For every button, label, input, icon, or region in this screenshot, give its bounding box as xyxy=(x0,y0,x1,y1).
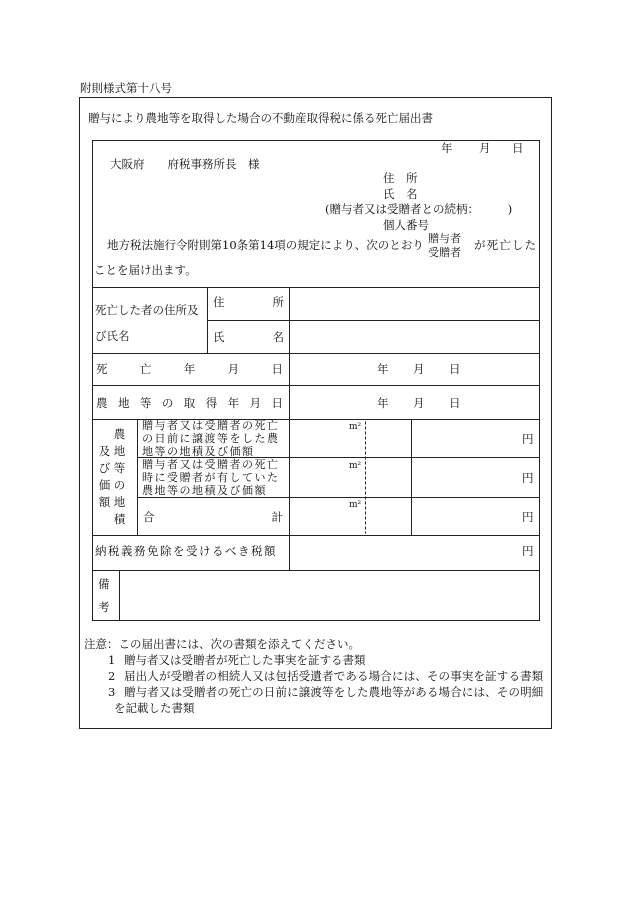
statement-line-2: ことを届け出ます。 xyxy=(94,263,197,277)
land-total-area-unit: m² xyxy=(349,500,362,510)
land-row-2-yen-unit: 円 xyxy=(522,471,534,485)
acquisition-date-year-unit: 年 xyxy=(377,396,389,410)
land-row-1-label-line: 地等の地積及び価額 xyxy=(142,445,255,458)
death-date-label: 死 亡 年 月 日 xyxy=(96,362,283,376)
land-row-1-label xyxy=(142,419,280,458)
land-label-left-column: 及 び 価 額 xyxy=(98,444,111,509)
land-row-1-yen-unit: 円 xyxy=(522,432,534,446)
death-date-month-unit: 月 xyxy=(413,362,425,376)
option-donee: 受贈者 xyxy=(428,246,461,259)
tax-exemption-yen-unit: 円 xyxy=(522,544,534,558)
date-month-label: 月 xyxy=(479,141,491,155)
deceased-address-label: 住 所 xyxy=(213,295,284,309)
land-row-1-label-line: の日前に譲渡等をした農 xyxy=(142,432,280,445)
land-row-2-label-line: 農地等の地積及び価額 xyxy=(142,484,267,497)
land-row-2-label-line: 時に受贈者が有していた xyxy=(142,471,280,484)
date-day-label: 日 xyxy=(512,141,524,155)
notes-heading: 注意：この届出書には、次の書類を添えてください。 xyxy=(84,637,360,651)
form-title: 贈与により農地等を取得した場合の不動産取得税に係る死亡届出書 xyxy=(88,111,433,125)
note-item-3-text: 贈与者又は受贈者の死亡の日前に譲渡等をした農地等がある場合には、その明細 xyxy=(124,685,544,699)
acquisition-date-label: 農 地 等 の 取 得 年 月 日 xyxy=(96,396,283,410)
note-item-2-number: 2 xyxy=(108,669,116,683)
relation-label: (贈与者又は受贈者との続柄： ) xyxy=(325,202,513,216)
land-total-yen-unit: 円 xyxy=(522,510,534,524)
date-year-label: 年 xyxy=(441,141,453,155)
applicant-name-label: 氏 名 xyxy=(383,187,418,201)
applicant-address-label: 住 所 xyxy=(383,171,418,185)
my-number-label: 個人番号 xyxy=(383,218,429,232)
deceased-label-line-1: 死亡した者の住所及 xyxy=(95,303,199,317)
land-label-right-column: 農 地 等 の 地 積 xyxy=(113,427,126,526)
form-number: 附則様式第十八号 xyxy=(80,81,172,95)
land-row-1-area-unit: m² xyxy=(349,422,362,432)
land-row-2-label-line: 贈与者又は受贈者の死亡 xyxy=(142,458,280,471)
land-row-2-label xyxy=(142,458,280,497)
land-row-2-area-unit: m² xyxy=(349,461,362,471)
tax-exemption-label: 納税義務免除を受けるべき税額 xyxy=(95,544,277,558)
note-item-3-continued: を記載した書類 xyxy=(114,701,195,715)
remarks-label-bottom: 考 xyxy=(98,600,110,614)
deceased-name-label: 氏 名 xyxy=(213,330,284,344)
land-row-1-label-line: 贈与者又は受贈者の死亡 xyxy=(142,419,280,432)
addressee: 大阪府 府税事務所長 様 xyxy=(110,157,260,171)
statement-line-1-end: が 死 亡 し た xyxy=(474,238,536,252)
note-item-1-text: 贈与者又は受贈者が死亡した事実を証する書類 xyxy=(124,653,366,667)
acquisition-date-day-unit: 日 xyxy=(449,396,461,410)
note-item-3-number: 3 xyxy=(108,685,116,699)
outer-frame xyxy=(80,98,552,729)
land-total-label: 合 計 xyxy=(143,510,283,524)
note-item-2-text: 届出人が受贈者の相続人又は包括受遺者である場合には、その事実を証する書類 xyxy=(124,669,544,683)
remarks-label-top: 備 xyxy=(98,577,110,591)
option-donor: 贈与者 xyxy=(428,232,461,245)
acquisition-date-month-unit: 月 xyxy=(413,396,425,410)
note-item-1-number: 1 xyxy=(108,653,116,667)
deceased-label-line-2: び氏名 xyxy=(95,329,130,343)
death-date-year-unit: 年 xyxy=(377,362,389,376)
statement-line-1: 地方税法施行令附則第10条第14項の規定により、次のとおり xyxy=(107,238,424,252)
death-date-day-unit: 日 xyxy=(449,362,461,376)
